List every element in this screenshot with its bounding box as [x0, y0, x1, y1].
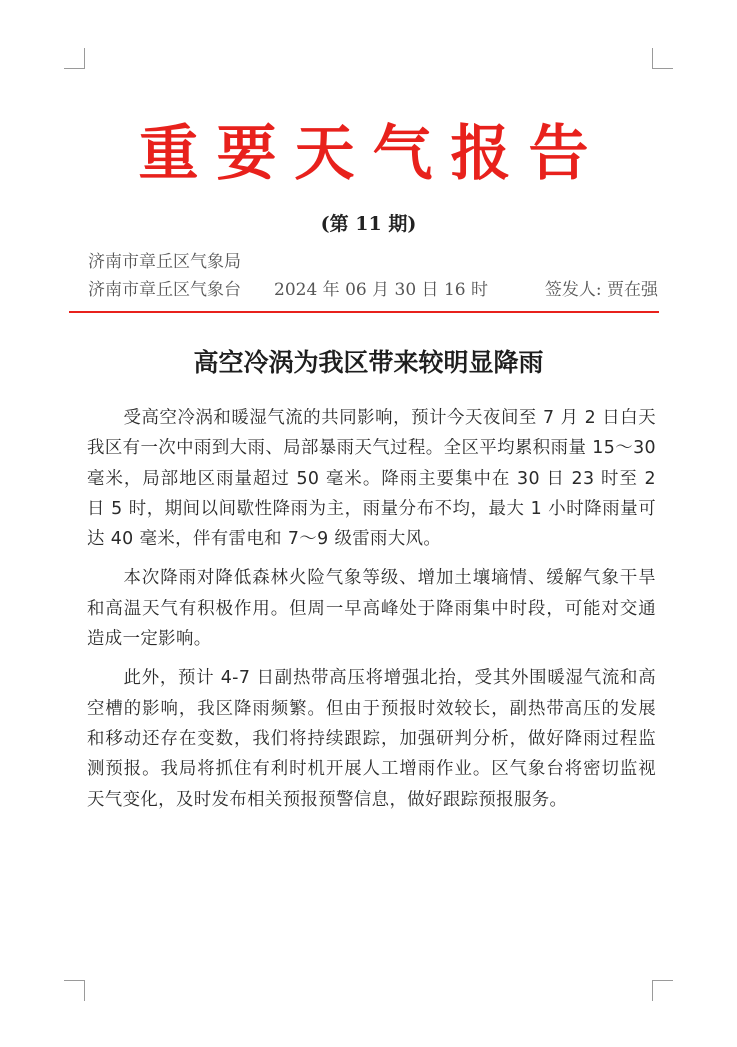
signer: 签发人: 贾在强 — [544, 280, 658, 300]
issue-date: 2024 年 06 月 30 日 16 时 — [274, 280, 488, 300]
report-masthead: 重要天气报告 — [138, 119, 607, 189]
issue-number: (第 11 期) — [320, 213, 417, 235]
article-paragraph: 此外，预计 4-7 日副热带高压将增强北抬，受其外围暖湿气流和高空槽的影响，我区降雨频繁。但由于预报时效较长，副热带高压的发展和移动还存在变数，我们将持续跟踪，加强研判分析，做好降雨过程监测预报。我局将抓住有利时机开展人工增雨作业。区气象台将密切监视天气变化，及时发布相关预报预警信息，做好跟踪预报服务。 — [87, 668, 656, 810]
article-paragraph: 受高空冷涡和暖湿气流的共同影响，预计今天夜间至 7 月 2 日白天我区有一次中雨到大雨、局部暴雨天气过程。全区平均累积雨量 15～30 毫米，局部地区雨量超过 50 毫米。降雨主要集中在 30 日 23 时至 2 日 5 时，期间以间歇性降雨为主，雨量分布不均，最大 1 小时降雨量可达 40 毫米，伴有雷电和 7～9 级雷雨大风。 — [87, 408, 656, 550]
article-paragraph: 本次降雨对降低森林火险气象等级、增加土壤墒情、缓解气象干旱和高温天气有积极作用。但周一早高峰处于降雨集中时段，可能对交通造成一定影响。 — [87, 568, 656, 650]
issuer-bureau: 济南市章丘区气象局 — [88, 252, 241, 272]
crop-mark-bottom-right — [652, 980, 673, 1001]
article-title: 高空冷涡为我区带来较明显降雨 — [193, 348, 544, 377]
article-body — [87, 403, 656, 824]
crop-mark-top-right — [652, 48, 673, 69]
crop-mark-bottom-left — [64, 980, 85, 1001]
crop-mark-top-left — [64, 48, 85, 69]
issuer-station: 济南市章丘区气象台 — [88, 280, 241, 300]
red-divider — [69, 311, 659, 313]
issuer-line — [88, 277, 658, 303]
